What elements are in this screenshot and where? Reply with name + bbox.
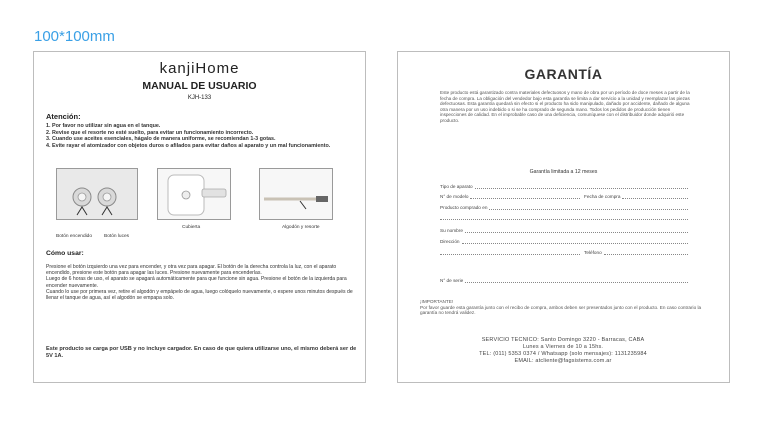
address-extra-line[interactable] (440, 250, 580, 255)
service-info (438, 337, 688, 365)
model-number: KJH-133 (187, 95, 212, 101)
address-field[interactable] (440, 239, 688, 244)
model-number-field[interactable] (440, 194, 580, 199)
warranty-title: GARANTÍA (524, 66, 603, 82)
device-type-field[interactable] (440, 184, 688, 189)
cover-photo (157, 168, 231, 220)
purchased-at-extra-line[interactable] (440, 215, 688, 220)
how-to-text (46, 264, 360, 301)
purchased-at-label: Producto comprado en (440, 205, 488, 210)
warranty-card (397, 51, 730, 383)
how-to-paragraph: Luego de 6 horas de uso, el aparato se apagará automáticamente para que funcione sin agua. Presione el botón de la izquierda para encender nuevamente. (46, 276, 347, 289)
warranty-intro: Este producto está garantizado contra materiales defectuosos y mano de obra por un período de doce meses a partir de la fecha de compra. La obligación del vendedor bajo esta garantía se limita a dar servicio a la unidad y reemplazar las piezas defectuosas. Esta garantía quedará sin efecto si el producto ha sido manipulado, dañado por accidente, dañado de alguna otra manera por un uso indebido o si se ha comprado de segunda mano. Todos los pedidos de producción tienen inspecciones de calidad. En el improbable caso de una deficiencia, comuníquese con el distribuidor donde adquirió este producto. (440, 90, 690, 123)
cover-illustration (158, 169, 231, 220)
brand-logo: kanjiHome (159, 60, 240, 77)
address-label: Dirección (440, 239, 460, 244)
warning-list (46, 123, 358, 149)
cover-caption: Cubierta (182, 225, 201, 230)
important-note (420, 299, 710, 316)
purchased-at-field[interactable] (440, 205, 688, 210)
service-line: Lunes a Viernes de 10 a 15hs. (522, 344, 604, 350)
service-line: SERVICIO TECNICO: Santo Domingo 3220 - Barracas, CABA (481, 337, 645, 343)
usb-note: Este producto se carga por USB y no incluye cargador. En caso de que quiera utilizarse uno, el mismo deberá ser de 5V 1A. (46, 346, 357, 359)
warning-item: 4. Evite rayar el atomizador con objetos duros o afilados para evitar daños al aparato y un mal funcionamiento. (46, 142, 331, 149)
how-to-paragraph: Presione el botón izquierdo una vez para encender, y otra vez para apagar. El botón de la derecha controla la luz, con el aparato encendido, presione este botón para apagar las luces. Presione nuevamente para encenderlas. (46, 264, 337, 277)
buttons-photo (56, 168, 138, 220)
warning-item: 1. Por favor no utilizar sin agua en el tanque. (46, 123, 161, 129)
how-to-paragraph: Cuando lo use por primera vez, retire el algodón y empápelo de agua, luego colóquelo nuevamente, o espere unos minutos después de llenar el tanque de agua, así el algodón se empapa solo. (46, 288, 353, 302)
attention-heading: Atención: (46, 112, 81, 121)
cotton-caption: Algodón y resorte (282, 225, 320, 230)
manual-card (33, 51, 366, 383)
warranty-limit: Garantía limitada a 12 meses (529, 169, 598, 175)
model-number-label: N° de modelo (440, 194, 469, 199)
purchase-date-field[interactable] (584, 194, 688, 199)
power-button-caption: Botón encendido (56, 234, 93, 239)
device-type-label: Tipo de aparato (440, 184, 473, 189)
buttons-illustration (57, 169, 138, 220)
warning-item: 3. Cuando use aceites esenciales, hágalo de manera uniforme, se recomiendan 1-3 gotas. (46, 136, 276, 143)
phone-label: Teléfono (584, 250, 602, 255)
important-heading: ¡IMPORTANTE! (420, 299, 454, 304)
cotton-illustration (260, 169, 333, 220)
how-to-heading: Cómo usar: (46, 250, 84, 257)
important-text: Por favor guarde esta garantía junto con el recibo de compra, ambos deben ser presentados junto con el producto. En caso contrario la garantía no tendrá validez. (420, 304, 702, 316)
serial-label: N° de serie (440, 278, 464, 283)
manual-title: MANUAL DE USUARIO (142, 80, 257, 92)
warning-item: 2. Revise que el resorte no esté suelto, para evitar un funcionamiento incorrecto. (46, 129, 254, 136)
light-button-caption: Botón luces (104, 234, 130, 239)
name-field[interactable] (440, 228, 688, 233)
purchase-date-label: Fecha de compra (584, 194, 621, 199)
serial-field[interactable] (440, 278, 688, 283)
phone-field[interactable] (584, 250, 688, 255)
size-label: 100*100mm (34, 28, 115, 45)
cotton-photo (259, 168, 333, 220)
service-line: EMAIL: atcliente@fagsistems.com.ar (514, 358, 612, 364)
service-line: TEL: (011) 5353 0374 / Whatsapp (solo mensajes): 1131235984 (479, 351, 647, 357)
name-label: Su nombre (440, 228, 463, 233)
